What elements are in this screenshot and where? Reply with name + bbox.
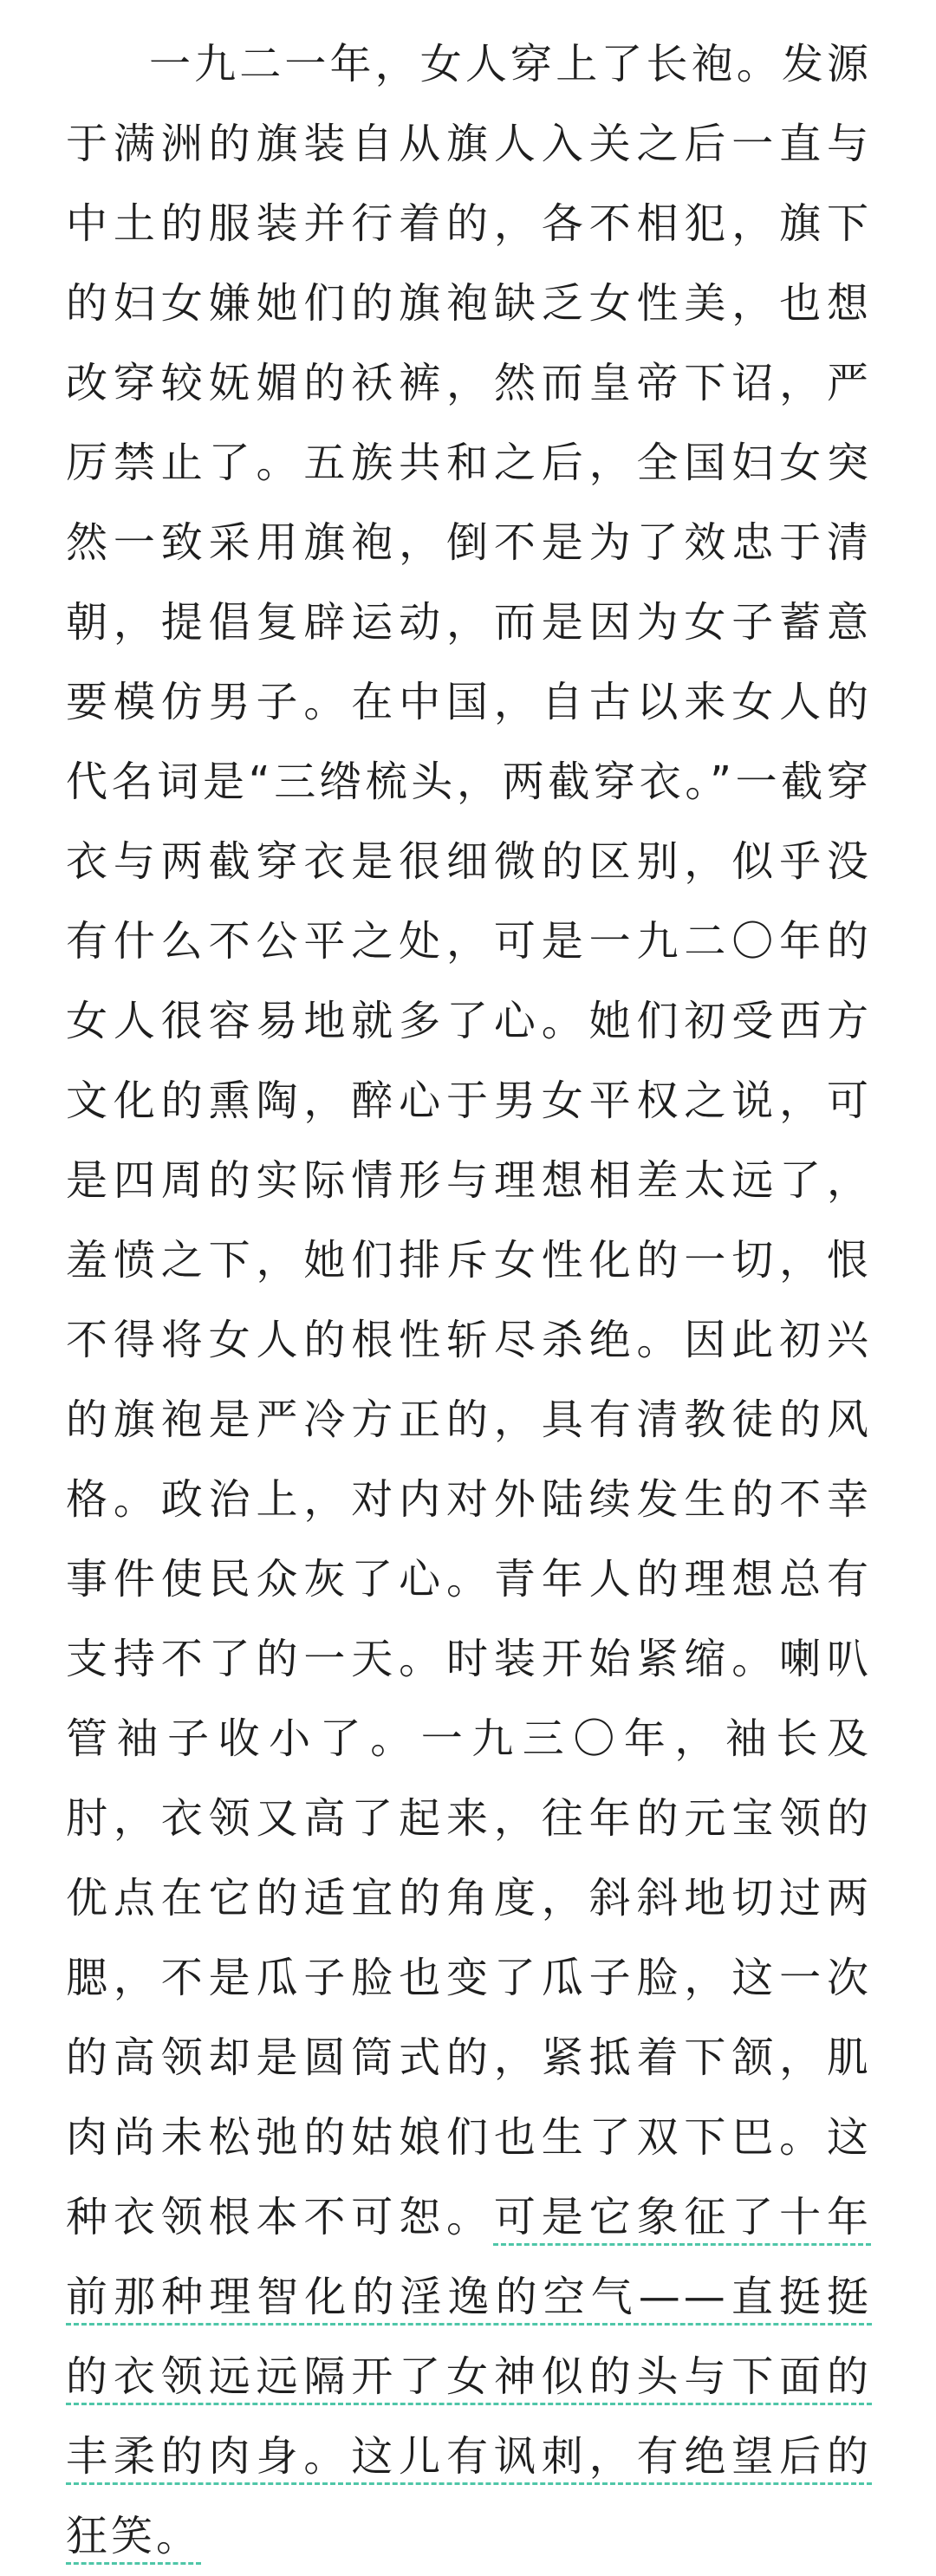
highlighted-passage[interactable]: 可是它象征了十年前那种理智化的淫逸的空气——直挺挺的衣领远远隔开了女神似的头与下面的丰柔的肉身。这儿有讽刺，有绝望后的狂笑。 [66, 2193, 872, 2560]
paragraph-text: 一九二一年，女人穿上了长袍。发源于满洲的旗装自从旗人入关之后一直与中土的服装并行着的，各不相犯，旗下的妇女嫌她们的旗袍缺乏女性美，也想改穿较妩媚的袄裤，然而皇帝下诏，严厉禁止了。五族共和之后，全国妇女突然一致采用旗袍，倒不是为了效忠于清朝，提倡复辟运动，而是因为女子蓄意要模仿男子。在中国，自古以来女人的代名词是“三绺梳头，两截穿衣。”一截穿衣与两截穿衣是很细微的区别，似乎没有什么不公平之处，可是一九二〇年的女人很容易地就多了心。她们初受西方文化的熏陶，醉心于男女平权之说，可是四周的实际情形与理想相差太远了，羞愤之下，她们排斥女性化的一切，恨不得将女人的根性斩尽杀绝。因此初兴的旗袍是严冷方正的，具有清教徒的风格。政治上，对内对外陆续发生的不幸事件使民众灰了心。青年人的理想总有支持不了的一天。时装开始紧缩。喇叭管袖子收小了。一九三〇年，袖长及肘，衣领又高了起来，往年的元宝领的优点在它的适宜的角度，斜斜地切过两腮，不是瓜子脸也变了瓜子脸，这一次的高领却是圆筒式的，紧抵着下颔，肌肉尚未松弛的姑娘们也生了双下巴。这种衣领根本不可恕。 [66, 40, 872, 2241]
article-paragraph [66, 24, 872, 2576]
